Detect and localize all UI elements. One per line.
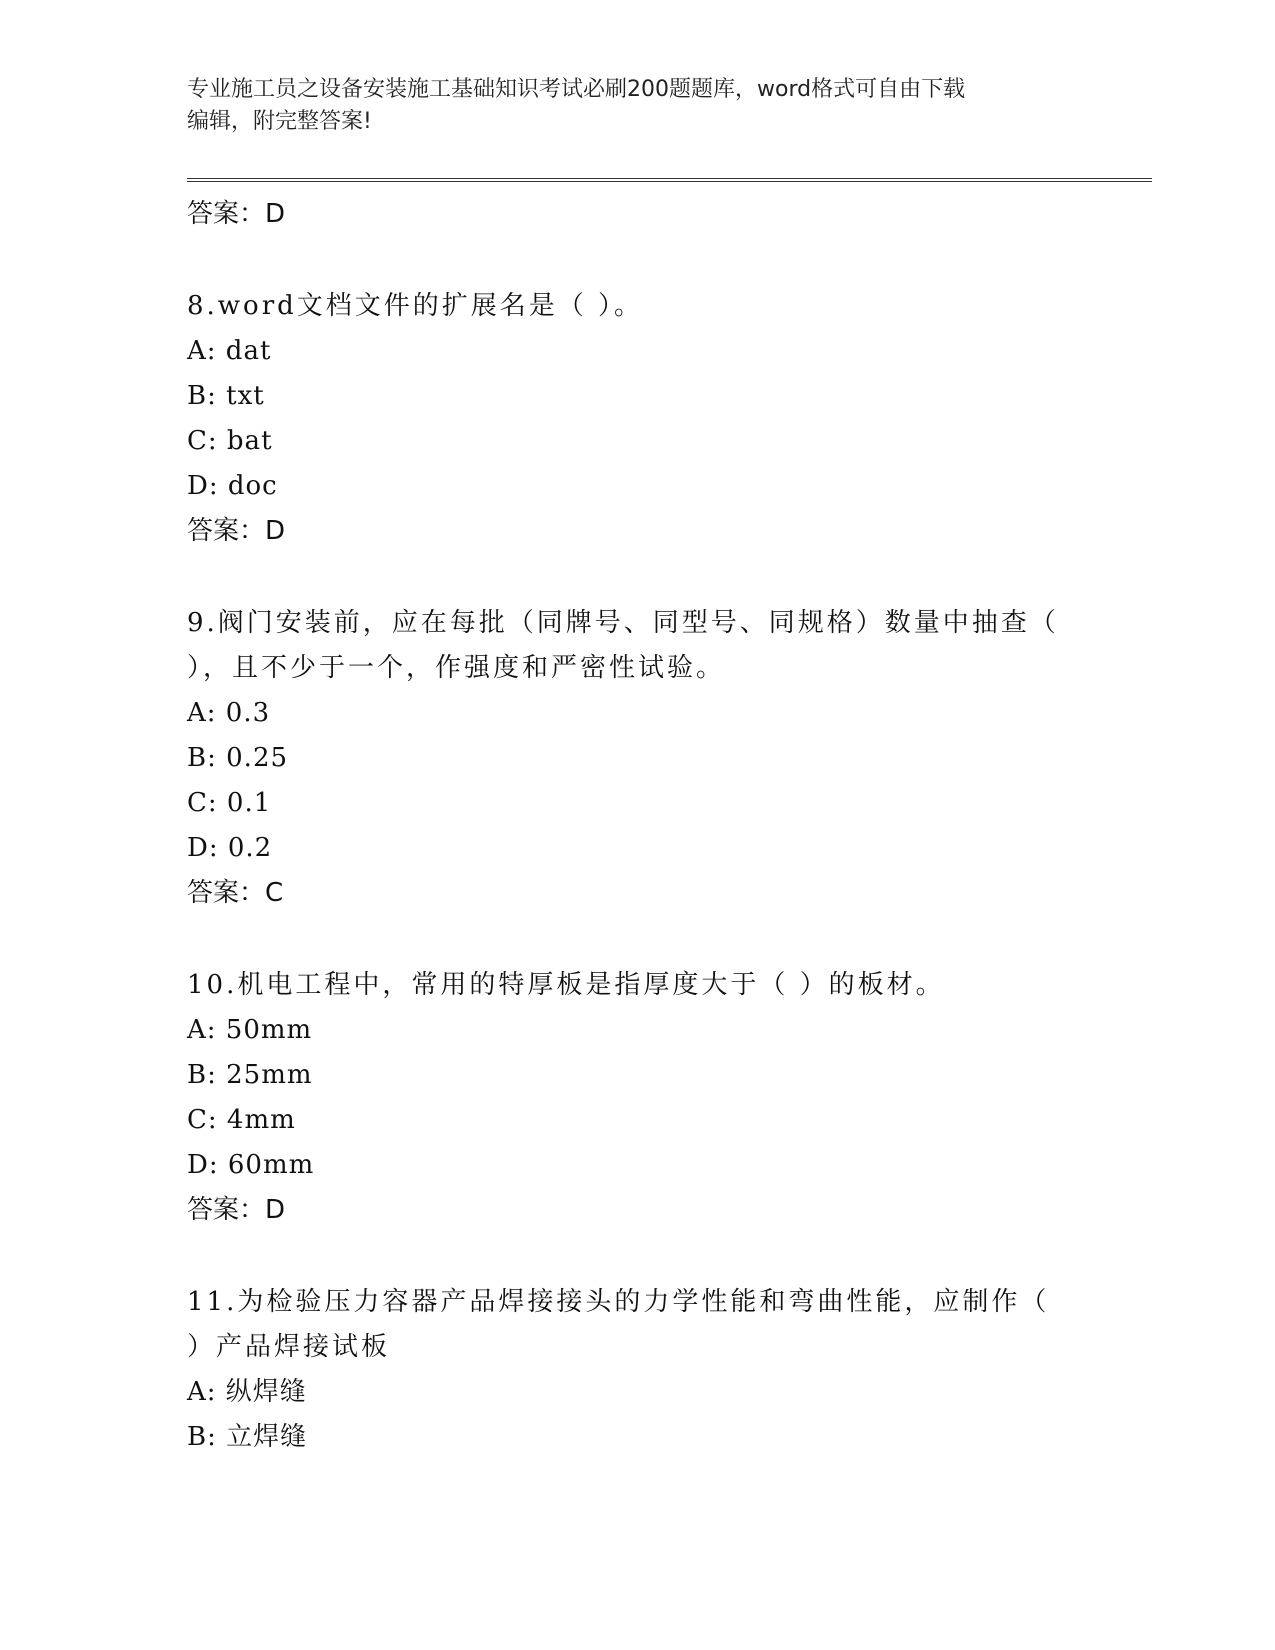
question-11-option-b: B: 立焊缝: [187, 1422, 308, 1452]
question-9-option-d: D: 0.2: [187, 833, 273, 863]
question-8-option-a: A: dat: [187, 336, 272, 366]
question-9: [187, 601, 1117, 916]
question-8-option-c: C: bat: [187, 426, 273, 456]
question-11: [187, 1280, 1117, 1460]
answer-q7: 答案：D: [187, 199, 286, 229]
question-8-answer: 答案：D: [187, 516, 286, 546]
question-gap: [187, 554, 1117, 601]
question-8-option-d: D: doc: [187, 471, 278, 501]
page-header: [187, 74, 1087, 138]
question-gap: [187, 916, 1117, 963]
question-text-line: ）产品焊接试板: [187, 1332, 391, 1362]
question-text-line: ），且不少于一个，作强度和严密性试验。: [187, 653, 726, 683]
question-text-line: 8.word文档文件的扩展名是（ ）。: [187, 291, 644, 321]
question-gap: [187, 1233, 1117, 1280]
question-10-answer: 答案：D: [187, 1195, 286, 1225]
question-9-option-b: B: 0.25: [187, 743, 289, 773]
question-9-text: [187, 601, 1117, 691]
question-10-option-a: A: 50mm: [187, 1015, 313, 1045]
question-8-option-b: B: txt: [187, 381, 265, 411]
header-divider: [187, 178, 1152, 182]
question-10-text: [187, 963, 1117, 1008]
question-8-text: [187, 284, 1117, 329]
header-line-1: 专业施工员之设备安装施工基础知识考试必刷200题题库，word格式可自由下载: [187, 77, 966, 102]
question-text-line: 9.阀门安装前，应在每批（同牌号、同型号、同规格）数量中抽查（: [187, 608, 1059, 638]
question-10-option-b: B: 25mm: [187, 1060, 313, 1090]
question-11-option-a: A: 纵焊缝: [187, 1377, 307, 1407]
question-9-answer: 答案：C: [187, 878, 284, 908]
question-9-option-c: C: 0.1: [187, 788, 272, 818]
question-text-line: 10.机电工程中，常用的特厚板是指厚度大于（ ）的板材。: [187, 970, 945, 1000]
question-11-text: [187, 1280, 1117, 1370]
question-10: [187, 963, 1117, 1233]
question-text-line: 11.为检验压力容器产品焊接接头的力学性能和弯曲性能，应制作（: [187, 1287, 1050, 1317]
question-10-option-c: C: 4mm: [187, 1105, 296, 1135]
document-body: [187, 192, 1117, 1460]
header-line-2: 编辑，附完整答案!: [187, 109, 372, 134]
question-8: [187, 284, 1117, 554]
question-10-option-d: D: 60mm: [187, 1150, 315, 1180]
question-gap: [187, 237, 1117, 284]
question-9-option-a: A: 0.3: [187, 698, 271, 728]
